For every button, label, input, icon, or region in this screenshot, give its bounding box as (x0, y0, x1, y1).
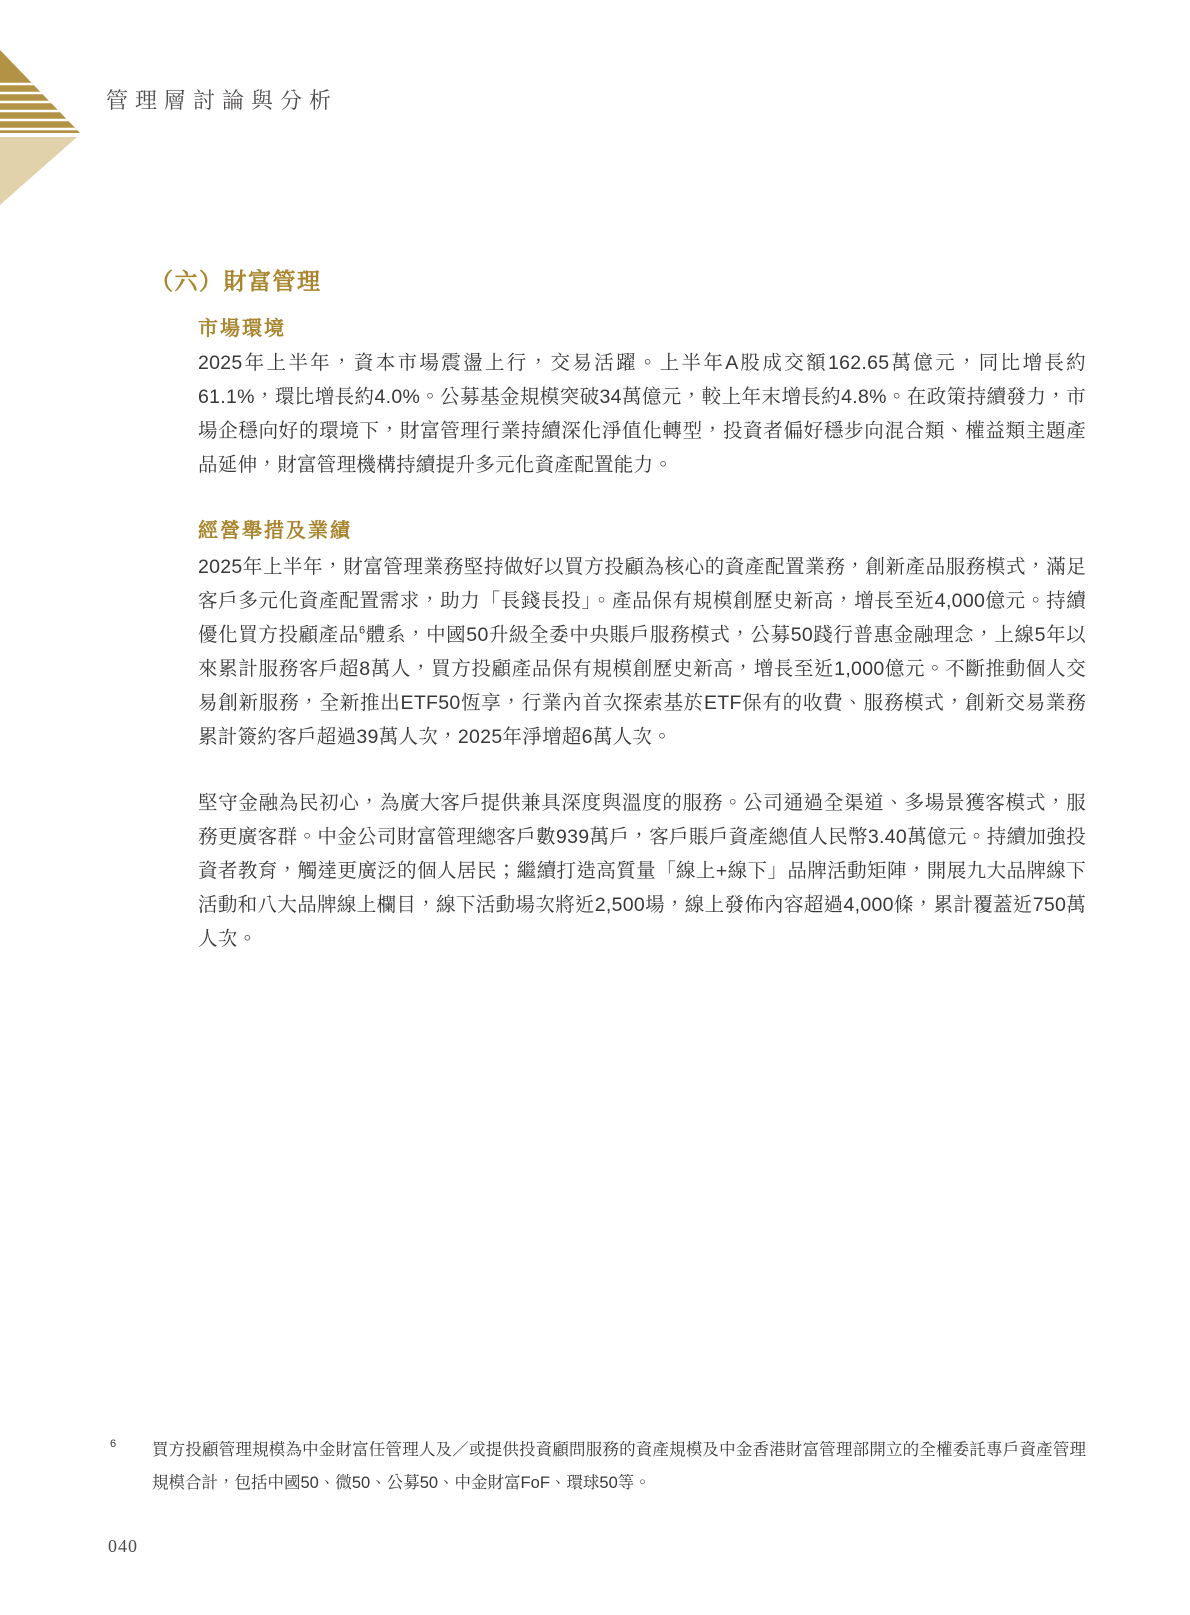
paragraph-market-environment: 2025年上半年，資本市場震盪上行，交易活躍。上半年A股成交額162.65萬億元，同比增長約61.1%，環比增長約4.0%。公募基金規模突破34萬億元，較上年末增長約4.8%。在政策持續發力，市場企穩向好的環境下，財富管理行業持續深化淨值化轉型，投資者偏好穩步向混合類、權益類主題產品延伸，財富管理機構持續提升多元化資產配置能力。 (198, 352, 1086, 476)
paragraph-operations-results (198, 550, 1086, 754)
footnote-marker: 6 (110, 1438, 117, 1450)
page-number: 040 (108, 1536, 138, 1556)
subheading-operations-results: 經營舉措及業績 (198, 520, 352, 542)
paragraph-customer-service: 堅守金融為民初心，為廣大客戶提供兼具深度與溫度的服務。公司通過全渠道、多場景獲客模式，服務更廣客群。中金公司財富管理總客戶數939萬戶，客戶賬戶資產總值人民幣3.40萬億元。持續加強投資者教育，觸達更廣泛的個人居民；繼續打造高質量「線上+線下」品牌活動矩陣，開展九大品牌線下活動和八大品牌線上欄目，線下活動場次將近2,500場，線上發佈內容超過4,000條，累計覆蓋近750萬人次。 (198, 792, 1086, 950)
paragraph-operations-part2: 體系，中國50升級全委中央賬戶服務模式，公募50踐行普惠金融理念，上線5年以來累計服務客戶超8萬人，買方投顧產品保有規模創歷史新高，增長至近1,000億元。不斷推動個人交易創新服務，全新推出ETF50恆享，行業內首次探索基於ETF保有的收費、服務模式，創新交易業務累計簽約客戶超過39萬人次，2025年淨增超6萬人次。 (198, 624, 1087, 748)
page-header-title: 管理層討論與分析 (106, 88, 339, 113)
striped-triangle-logo-icon (0, 49, 84, 207)
footnote-text: 買方投顧管理規模為中金財富任管理人及／或提供投資顧問服務的資產規模及中金香港財富管理部開立的全權委託專戶資產管理規模合計，包括中國50、微50、公募50、中金財富FoF、環球50等。 (152, 1441, 1086, 1492)
subheading-market-environment: 市場環境 (198, 318, 286, 340)
footnote-reference-6: 6 (358, 624, 366, 637)
paragraph-operations-part1: 2025年上半年，財富管理業務堅持做好以買方投顧為核心的資產配置業務，創新產品服務模式，滿足客戶多元化資產配置需求，助力「長錢長投」。產品保有規模創歷史新高，增長至近4,000億元。持續優化買方投顧產品 (198, 556, 1086, 646)
section-heading-wealth-management: （六）財富管理 (150, 268, 322, 294)
